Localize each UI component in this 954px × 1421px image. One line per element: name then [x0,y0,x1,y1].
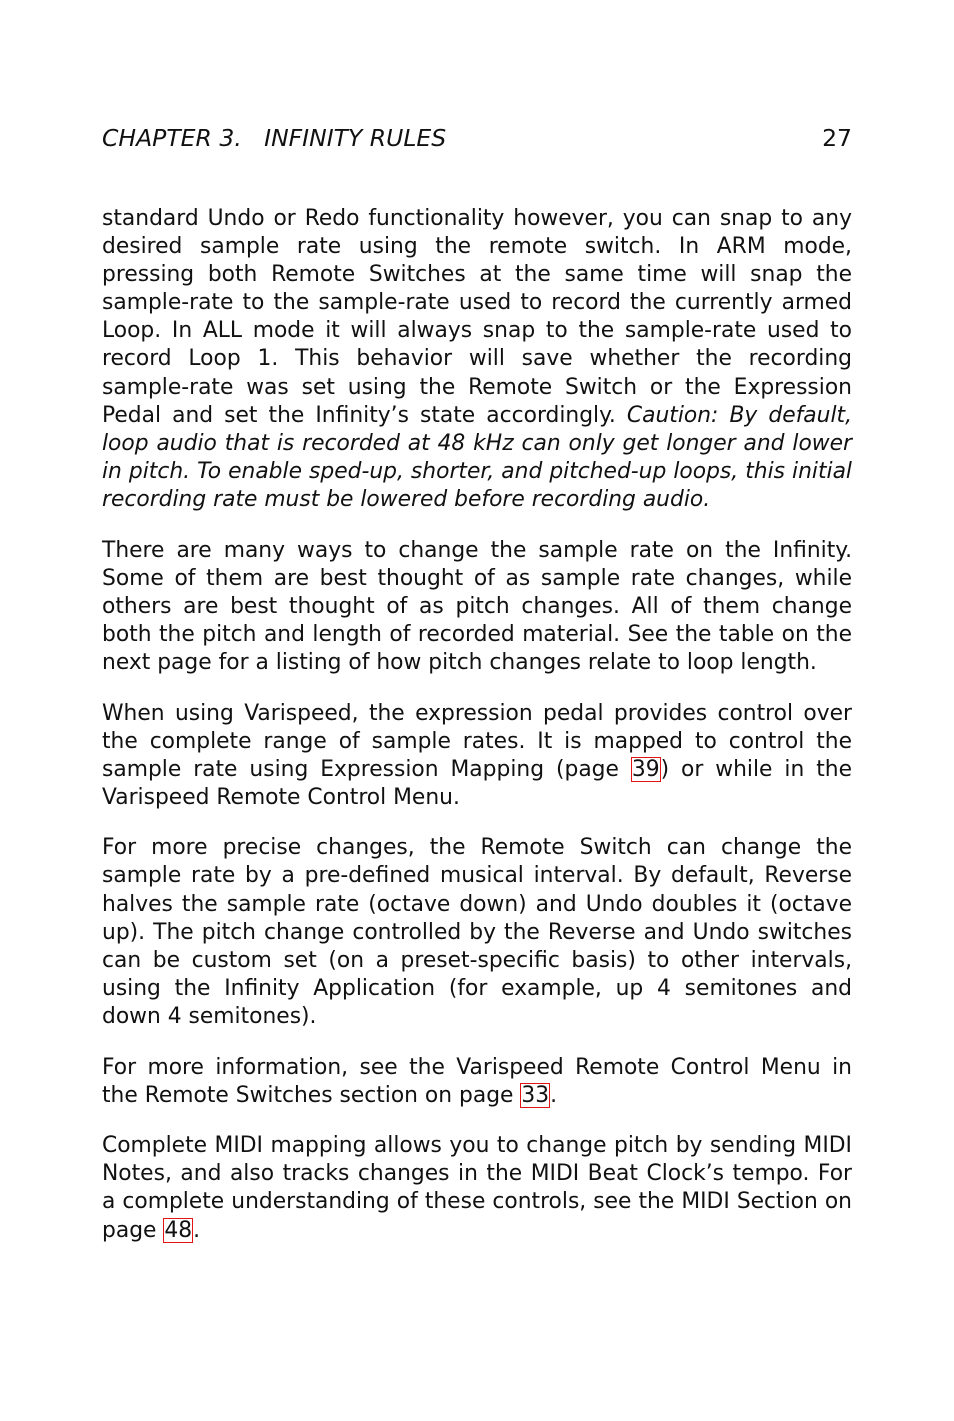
paragraph-sample-rate-snap [102,205,852,514]
page-link-39[interactable]: 39 [631,756,660,782]
chapter-title: CHAPTER 3. INFINITY RULES [102,124,447,152]
paragraph-midi-mapping [102,1132,852,1244]
paragraph-text: standard Undo or Redo functionality however, you can snap to any desired sample rate using the remote switch. In ARM mode, pressing both Remote Switches at the same time will snap the sample-rate to the sample-rate used to record the currently armed Loop. In ALL mode it will always snap to the sample-rate used to record Loop 1. This behavior will save whether the recording sample-rate was set using the Remote Switch or the Expression Pedal and set the Infinity’s state accordingly. [102,206,852,428]
paragraph-text: When using Varispeed, the expression pedal provides control over the complete range of sample rates. It is mapped to control the sample rate using Expression Mapping (page [102,700,852,782]
paragraph-text: . [193,1217,201,1243]
paragraph-more-information [102,1054,852,1110]
page-number: 27 [822,124,852,152]
page-link-48[interactable]: 48 [164,1217,193,1243]
paragraph-text: . [550,1082,558,1108]
paragraph-text: For more information, see the Varispeed Remote Control Menu in the Remote Switches section on page [102,1054,852,1108]
caution-note: Caution: By default, loop audio that is recorded at 48 kHz can only get longer and lower in pitch. To enable sped-up, shorter, and pitched-up loops, this initial recording rate must be lowered before recording audio. [102,402,852,512]
paragraph-text: ) or while in the Varispeed Remote Control Menu. [102,756,852,810]
paragraph-ways-to-change: There are many ways to change the sample rate on the Infinity. Some of them are best thought of as sample rate changes, while others are best thought of as pitch changes. All of them change both the pitch and length of recorded material. See the table on the next page for a listing of how pitch changes relate to loop length. [102,537,852,675]
paragraph-precise-changes: For more precise changes, the Remote Switch can change the sample rate by a pre-defined musical interval. By default, Reverse halves the sample rate (octave down) and Undo doubles it (octave up). The pitch change controlled by the Reverse and Undo switches can be custom set (on a preset-specific basis) to other intervals, using the Infinity Application (for example, up 4 semitones and down 4 semitones). [102,835,852,1029]
page-link-33[interactable]: 33 [521,1082,550,1108]
paragraph-varispeed [102,700,852,812]
page-body [102,205,852,1267]
running-head [102,122,852,154]
paragraph-text: Complete MIDI mapping allows you to change pitch by sending MIDI Notes, and also tracks changes in the MIDI Beat Clock’s tempo. For a complete understanding of these controls, see the MIDI Section on page [102,1133,852,1243]
